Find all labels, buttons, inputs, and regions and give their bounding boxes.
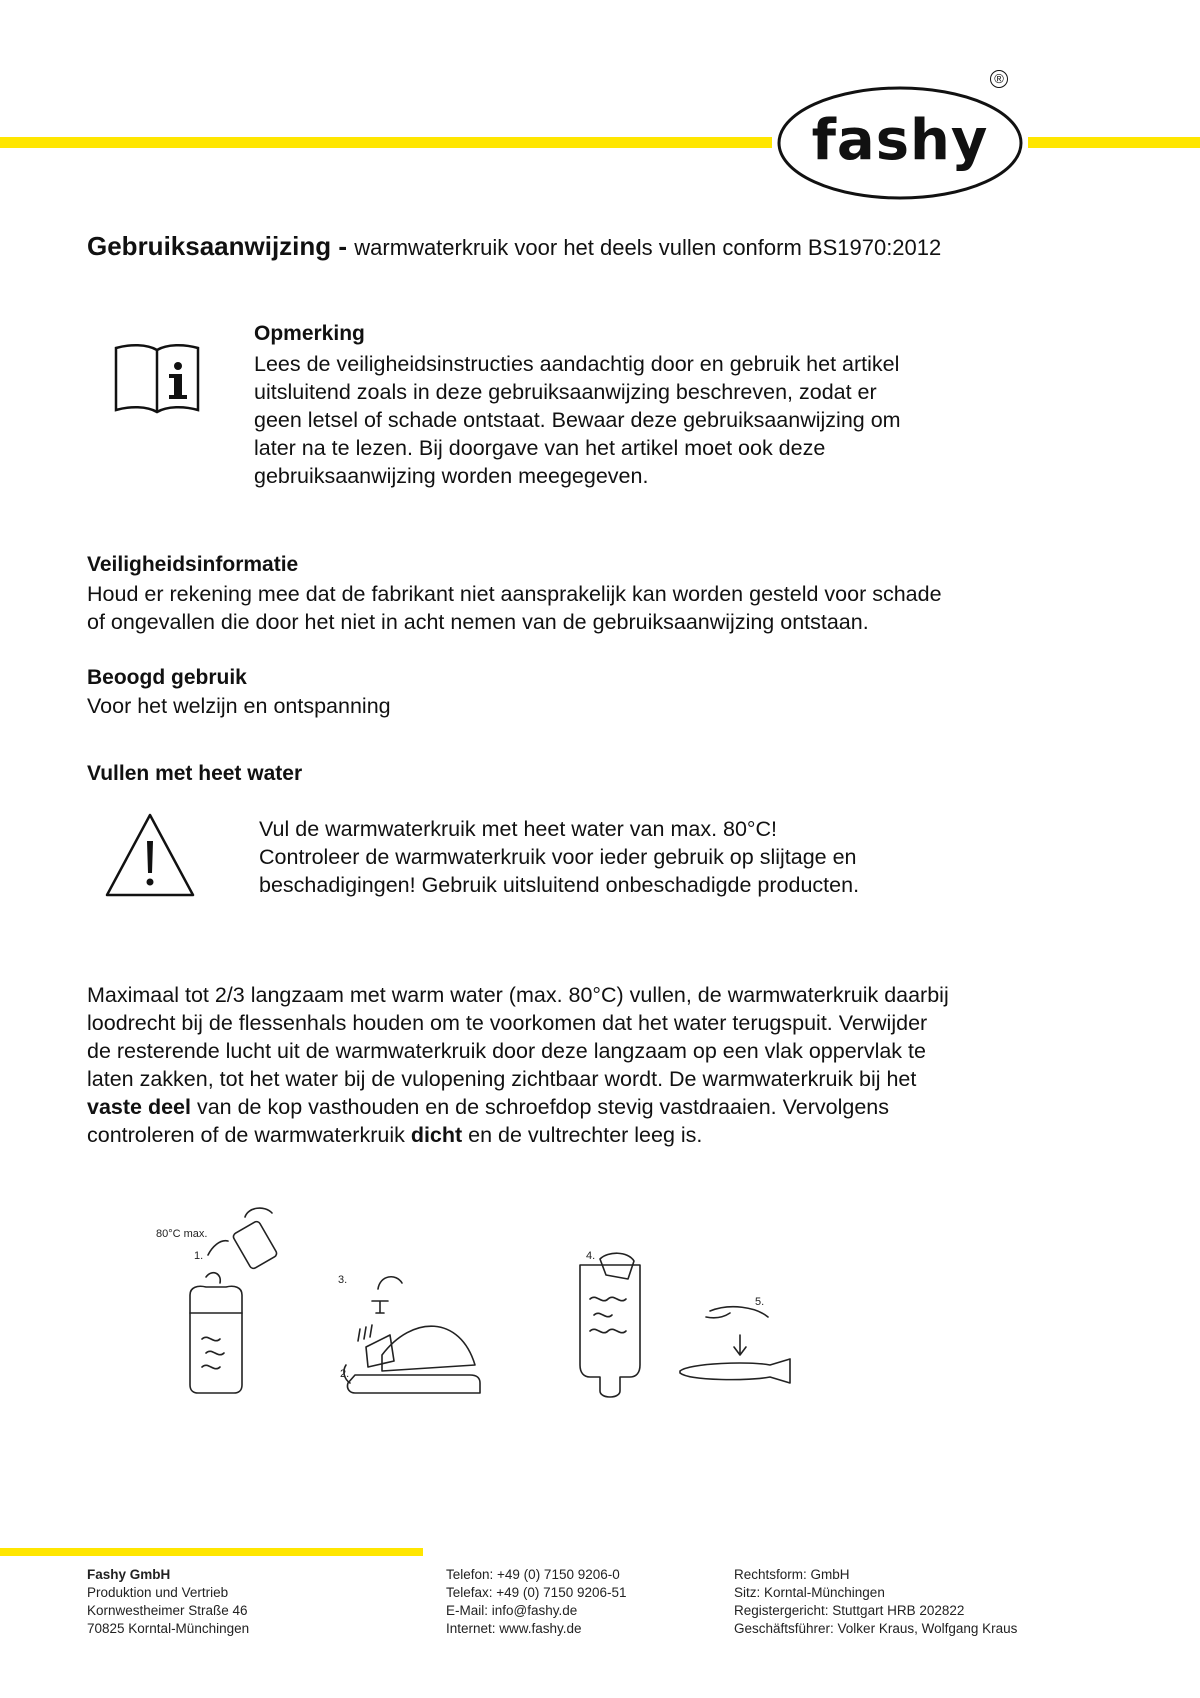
instructions-text: en de vultrechter leeg is. (462, 1123, 703, 1147)
note-line: geen letsel of schade ontstaat. Bewaar deze gebruiksaanwijzing om (254, 408, 901, 432)
note-line: gebruiksaanwijzing worden meegegeven. (254, 464, 649, 488)
note-line: Lees de veiligheidsinstructies aandachtig door en gebruik het artikel (254, 352, 900, 376)
footer-line: Registergericht: Stuttgart HRB 202822 (734, 1603, 965, 1618)
instructions-line: laten zakken, tot het water bij de vulopening zichtbaar wordt. De warmwaterkruik bij het (87, 1067, 917, 1091)
filling-instructions (87, 981, 1127, 1149)
manual-info-icon (112, 340, 202, 416)
hot-water-bottle-pressed-icon (580, 1253, 640, 1397)
note-heading: Opmerking (254, 322, 365, 345)
page-title (87, 231, 941, 262)
step-2-label: 2. (340, 1368, 350, 1380)
instructions-line (87, 1093, 1127, 1121)
step-1-label: 1. (194, 1250, 204, 1262)
instructions-text: van de kop vasthouden en de schroefdop stevig vastdraaien. Vervolgens (190, 1095, 890, 1119)
footer-yellow-bar (0, 1548, 423, 1556)
instructions-line (87, 1121, 1127, 1149)
header-yellow-bar-left (0, 137, 772, 148)
footer-company-name: Fashy GmbH (87, 1567, 171, 1582)
warning-line: beschadigingen! Gebruik uitsluitend onbeschadigde producten. (259, 873, 860, 897)
hot-water-bottle-on-table-icon (344, 1277, 480, 1393)
footer-line: 70825 Korntal-Münchingen (87, 1621, 250, 1636)
emphasis-tight: dicht (410, 1123, 463, 1147)
footer-line: Sitz: Korntal-Münchingen (734, 1585, 885, 1600)
warning-line: Controleer de warmwaterkruik voor ieder gebruik op slijtage en (259, 845, 857, 869)
header-yellow-bar-right (1028, 137, 1200, 148)
note-line: later na te lezen. Bij doorgave van het artikel moet ook deze (254, 436, 826, 460)
footer-contact (446, 1566, 627, 1638)
step-5-label: 5. (755, 1296, 765, 1308)
note-text (254, 350, 901, 490)
fashy-logo (775, 84, 1025, 202)
filling-heading: Vullen met heet water (87, 762, 303, 785)
hot-water-bottle-flat-icon (680, 1307, 790, 1383)
footer-website: Internet: www.fashy.de (446, 1621, 582, 1636)
hot-water-bottle-upright-icon (190, 1273, 242, 1393)
instructions-line: loodrecht bij de flessenhals houden om te voorkomen dat het water terugspuit. Verwijder (87, 1011, 928, 1035)
title-subtitle: warmwaterkruik voor het deels vullen conform BS1970:2012 (354, 235, 942, 260)
warning-line: Vul de warmwaterkruik met heet water van max. 80°C! (259, 817, 778, 841)
safety-text (87, 580, 942, 636)
instructions-text: controleren of de warmwaterkruik (87, 1123, 411, 1147)
step-4-label: 4. (586, 1250, 596, 1262)
footer-line: Geschäftsführer: Volker Kraus, Wolfgang Kraus (734, 1621, 1018, 1636)
registered-mark: ® (990, 70, 1008, 88)
footer-email: E-Mail: info@fashy.de (446, 1603, 578, 1618)
instructions-line: de resterende lucht uit de warmwaterkruik door deze langzaam op een vlak oppervlak te (87, 1039, 926, 1063)
footer-legal (734, 1566, 1017, 1638)
footer-phone: Telefon: +49 (0) 7150 9206-0 (446, 1567, 620, 1582)
footer-company (87, 1566, 249, 1638)
intended-use-text: Voor het welzijn en ontspanning (87, 694, 391, 718)
temperature-label: 80°C max. (156, 1228, 208, 1240)
footer-line: Rechtsform: GmbH (734, 1567, 850, 1582)
safety-line: Houd er rekening mee dat de fabrikant niet aansprakelijk kan worden gesteld voor schade (87, 582, 942, 606)
note-line: uitsluitend zoals in deze gebruiksaanwijzing beschreven, zodat er (254, 380, 877, 404)
title-main: Gebruiksaanwijzing - (87, 231, 355, 261)
warning-triangle-icon (103, 811, 197, 899)
footer-fax: Telefax: +49 (0) 7150 9206-51 (446, 1585, 627, 1600)
steps-drawing (150, 1195, 850, 1435)
footer-line: Kornwestheimer Straße 46 (87, 1603, 248, 1618)
intended-use-heading: Beoogd gebruik (87, 666, 247, 689)
kettle-icon (208, 1208, 278, 1270)
footer-line: Produktion und Vertrieb (87, 1585, 229, 1600)
filling-warning-text (259, 815, 859, 899)
instructions-line: Maximaal tot 2/3 langzaam met warm water (max. 80°C) vullen, de warmwaterkruik daarbij (87, 983, 949, 1007)
logo-wordmark: fashy (811, 107, 989, 173)
emphasis-fixed-part: vaste deel (87, 1095, 191, 1119)
step-3-label: 3. (338, 1274, 348, 1286)
filling-steps-illustration (150, 1195, 850, 1435)
safety-line: of ongevallen die door het niet in acht nemen van de gebruiksaanwijzing ontstaan. (87, 610, 869, 634)
safety-heading: Veiligheidsinformatie (87, 553, 299, 576)
